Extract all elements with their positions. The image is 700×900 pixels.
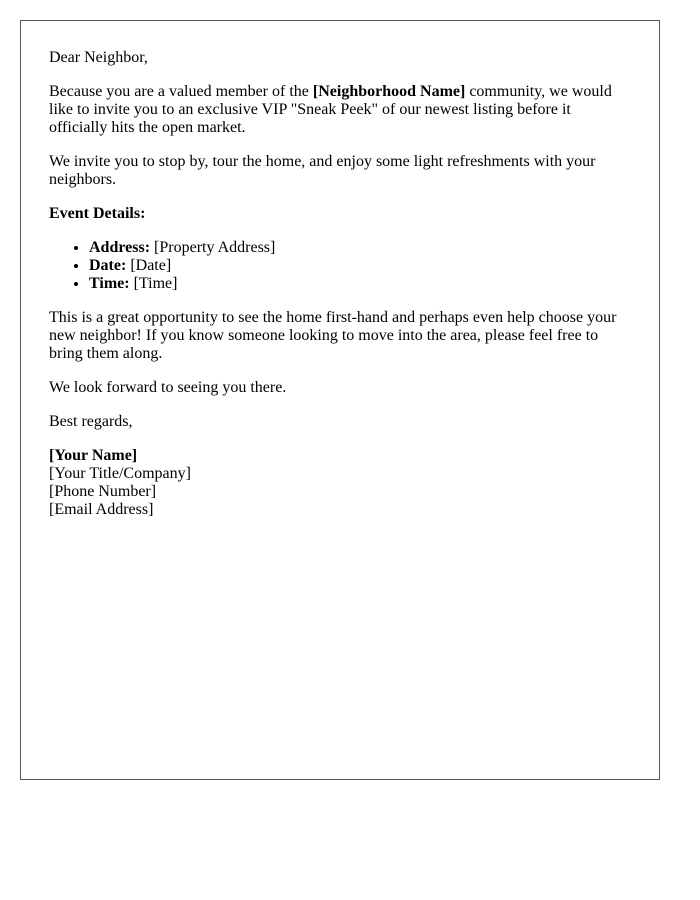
signature-phone: [Phone Number] bbox=[49, 483, 157, 500]
detail-value: [Date] bbox=[126, 257, 172, 274]
opportunity-paragraph: This is a great opportunity to see the home first-hand and perhaps even help choose your new neighbor! If you know someone looking to move into the area, please feel free to bring them along. bbox=[49, 309, 617, 362]
signature-name: [Your Name] bbox=[49, 447, 138, 464]
event-detail-address bbox=[89, 239, 631, 257]
salutation: Dear Neighbor, bbox=[49, 49, 148, 66]
detail-value: [Time] bbox=[129, 275, 178, 292]
intro-paragraph bbox=[49, 83, 631, 137]
community-name: [Neighborhood Name] bbox=[312, 83, 466, 100]
intro-text-after: community, we would like to invite you to an exclusive VIP "Sneak Peek" of our newest listing before it officially hits the open market. bbox=[49, 83, 612, 136]
letter-container bbox=[20, 20, 660, 780]
event-detail-date bbox=[89, 257, 631, 275]
signature-email: [Email Address] bbox=[49, 501, 154, 518]
event-details-heading: Event Details: bbox=[49, 205, 146, 222]
detail-label: Time: bbox=[89, 275, 130, 292]
event-detail-time bbox=[89, 275, 631, 293]
detail-value: [Property Address] bbox=[150, 239, 276, 256]
invite-paragraph: We invite you to stop by, tour the home, and enjoy some light refreshments with your neighbors. bbox=[49, 153, 596, 188]
sign-off: Best regards, bbox=[49, 413, 133, 430]
closing-paragraph: We look forward to seeing you there. bbox=[49, 379, 287, 396]
event-details-list bbox=[49, 239, 631, 293]
signature-block bbox=[49, 447, 631, 519]
intro-text-before: Because you are a valued member of the bbox=[49, 83, 313, 100]
detail-label: Date: bbox=[89, 257, 127, 274]
detail-label: Address: bbox=[89, 239, 151, 256]
signature-title-company: [Your Title/Company] bbox=[49, 465, 191, 482]
